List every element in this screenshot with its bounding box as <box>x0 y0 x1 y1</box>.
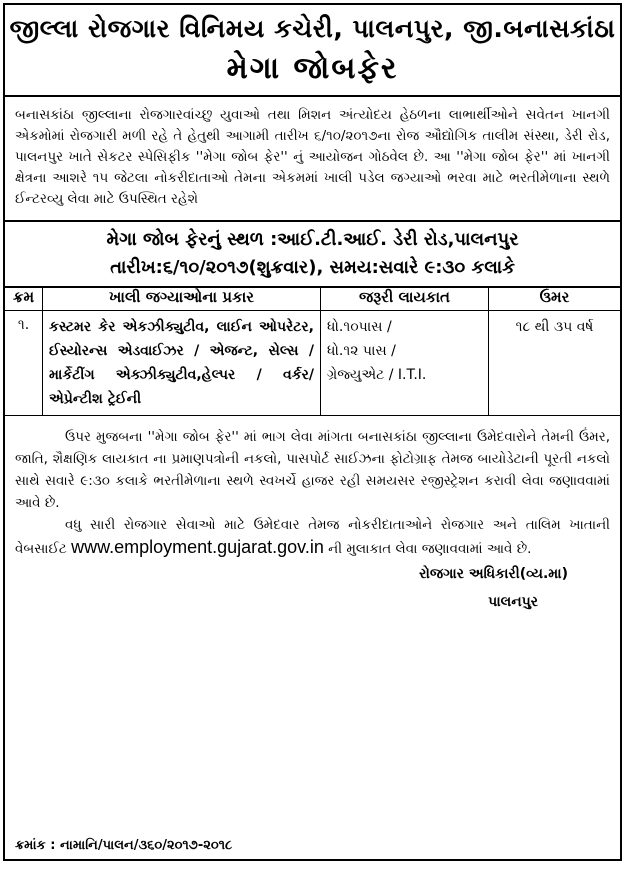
table-row <box>5 311 620 416</box>
cell-age: ૧૮ થી ૩૫ વર્ષ <box>489 311 621 416</box>
column-header-age: ઉંમર <box>489 288 621 311</box>
notice-paragraph-2-text: વધુ સારી રોજગાર સેવાઓ માટે ઉમેદવાર તેમજ નોકરીદાતાઓને રોજગાર અને તાલિમ ખાતાની વેબસાઈટ <box>15 517 610 557</box>
column-header-sr: ક્રમ <box>5 288 43 311</box>
qualification-line: ધો.૧૦પાસ / <box>327 319 392 335</box>
qualification-line: ગ્રેજ્યુએટ / I.T.I. <box>327 367 427 383</box>
notice-body <box>5 416 620 560</box>
order-number: ક્રમાંક : નામાનિ/પાલન/૩૬૦/૨૦૧૭-૨૦૧૮ <box>15 838 233 853</box>
table-header-row <box>5 288 620 311</box>
officer-title: રોજગાર અધિકારી(વ્ય.મા) <box>419 566 568 582</box>
office-title: જીલ્લા રોજગાર વિનિમય કચેરી, પાલનપુર, જી.બનાસકાંઠા <box>9 14 616 43</box>
event-title: મેગા જોબફેર <box>226 51 399 86</box>
venue-place: મેગા જોબ ફેરનું સ્થળ :આઈ.ટી.આઈ. ડેરી રોડ,પાલનપુર <box>106 229 519 250</box>
website-link[interactable]: www.employment.gujarat.gov.in <box>71 537 324 557</box>
signature-block <box>5 560 620 616</box>
notice-paragraph-1: ઉપર મુજબના ''મેગા જોબ ફેર'' માં ભાગ લેવા માંગતા બનાસકાંઠા જીલ્લાના ઉમેદવારોને તેમની ઉંમર, જાતિ, શૈક્ષણિક લાયકાત ના પ્રમાણપત્રોની નકલો, પાસપોર્ટ સાઈઝના ફોટોગ્રાફ તેમજ બાયોડેટાની પૂરતી નકલો સાથે સવારે ૯:૩૦ કલાકે ભરતીમેળાના સ્થળે સ્વખર્ચે હાજર રહી સમયસર રજીસ્ટ્રેશન કરાવી લેવા જણાવવામાં આવે છે. <box>15 429 610 511</box>
notice-header <box>5 5 620 97</box>
cell-qualification <box>321 311 489 416</box>
column-header-posts: ખાલી જગ્યાઓના પ્રકાર <box>43 288 321 311</box>
cell-sr: ૧. <box>5 311 43 416</box>
notice-page <box>3 3 622 861</box>
notice-paragraph-2 <box>15 514 610 560</box>
qualification-line: ધો.૧૨ પાસ / <box>327 343 396 359</box>
venue-block <box>5 222 620 288</box>
intro-paragraph: બનાસકાંઠા જીલ્લાના રોજગારવાંચ્છુ યુવાઓ તથા મિશન અંત્યોદય હેઠળના લાભાર્થીઓને સવેતન ખાનગી એકમોમાં રોજગારી મળી રહે તે હેતુથી આગામી તારીખ ૬/૧૦/૨૦૧૭ના રોજ ઔદ્યોગિક તાલીમ સંસ્થા, ડેરી રોડ, પાલનપુર ખાતે સેકટર સ્પેસિફીક ''મેગા જોબ ફેર'' નું આયોજન ગોઠવેલ છે. આ ''મેગા જોબ ફેર'' માં ખાનગી ક્ષેત્રના આશરે ૧૫ જેટલા નોકરીદાતાઓ તેમના એકમમાં ખાલી પડેલ જગ્યાઓ ભરવા માટે ભરતીમેળાના સ્થળે ઈન્ટરવ્યુ લેવા માટે ઉપસ્થિત રહેશે <box>5 97 620 222</box>
cell-posts: કસ્ટમર કેર એકઝીક્યુટીવ, લાઈન ઓપરેટર, ઈસ્યોરન્સ એડવાઈઝર / એજન્ટ, સેલ્સ / માર્કેટીંગ એક્ઝીક્યુટીવ,હેલ્પર / વર્કર/એપ્રેન્ટીશ ટ્રેઈની <box>43 311 321 416</box>
vacancy-table <box>5 288 620 416</box>
column-header-qualification: જરૂરી લાયકાત <box>321 288 489 311</box>
venue-date-time: તારીખ:૬/૧૦/૨૦૧૭(શુક્રવાર), સમય:સવારે ૯:૩૦ કલાકે <box>110 257 515 278</box>
officer-place: પાલનપુર <box>488 594 538 610</box>
notice-paragraph-2-end: ની મુલાકાત લેવા જણાવવામાં આવે છે. <box>328 541 532 557</box>
